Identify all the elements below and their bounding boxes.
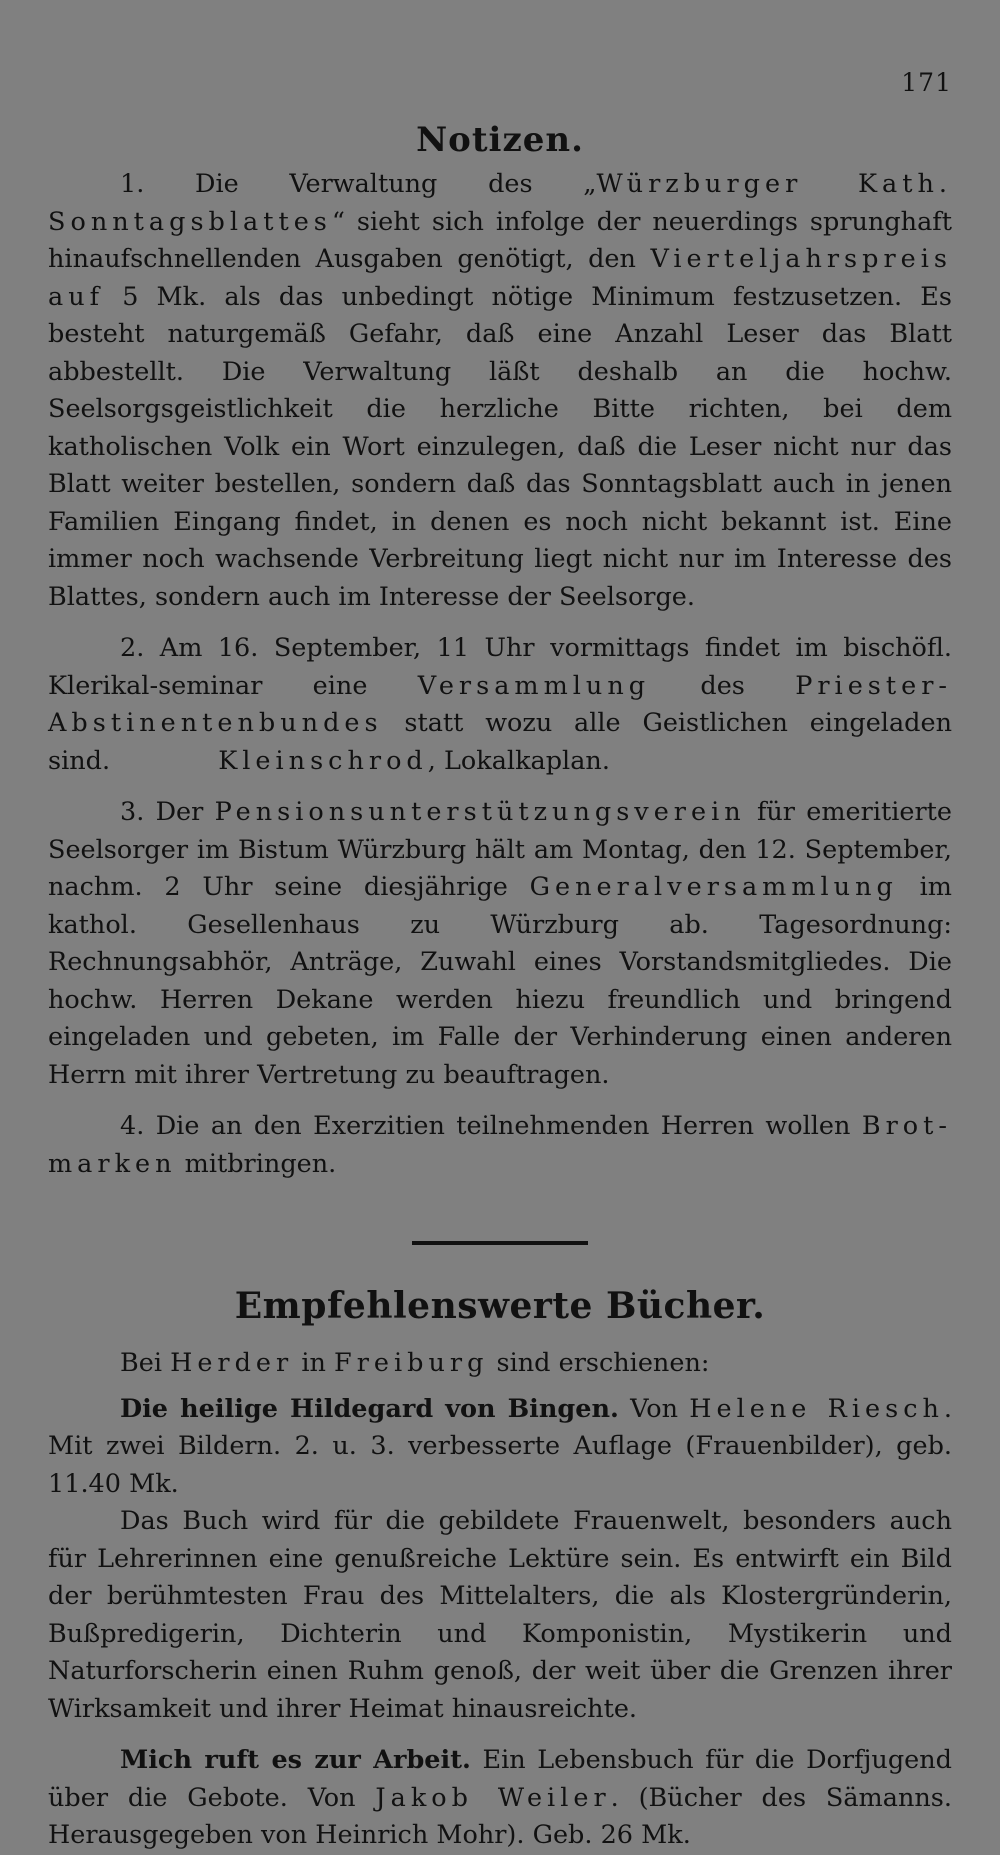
publisher-intro (48, 1345, 952, 1383)
intro-text: sind erschienen: (488, 1348, 710, 1378)
notice-3-verein-name: Pensionsunterstützungsverein (214, 797, 746, 827)
notice-3 (48, 794, 952, 1094)
book-1-text: Von (618, 1393, 690, 1424)
book-2-details: . (Bücher des Sämanns. Herausgegeben von Heinrich Mohr). Geb. 26 Mk. (48, 1782, 952, 1850)
notice-2-versammlung: Versammlung (417, 670, 651, 701)
notice-1-price-label: Vierteljahrspreis auf (48, 244, 952, 312)
book-1-title: Die heilige Hildegard von Bingen. (120, 1393, 619, 1424)
publisher-name: Herder (170, 1348, 294, 1378)
notice-1-paper-name: Würzburger Kath. Sonntagsblattes (48, 169, 952, 237)
notice-1-text: “ sieht sich infolge der neuerdings sprunghaft hinaufschnellenden Ausgaben genötigt, den (48, 206, 952, 274)
notizen-heading: Notizen. (416, 120, 584, 160)
book-1-author: Helene Riesch (689, 1393, 944, 1424)
notice-2-text: statt wozu alle Geistlichen eingeladen sind. (48, 708, 952, 776)
notice-3-generalversammlung: Generalversammlung (529, 872, 898, 902)
notice-3-text: im kathol. Gesellenhaus zu Würzburg ab. Tagesordnung: Rechnungsabhör, Anträge, Zuwahl eines Vorstandsmitgliedes. Die hochw. Herren Dekane werden hiezu freundlich und bringend eingeladen und gebeten, im Falle der Verhinderung einen anderen Herrn mit ihrer Vertretung zu beauftragen. (48, 872, 952, 1090)
book-2-author: Jakob Weiler (375, 1782, 611, 1813)
publisher-city: Freiburg (334, 1348, 489, 1378)
notice-2-signature-title: , Lokalkaplan. (427, 745, 610, 776)
page-number: 171 (901, 68, 952, 97)
buecher-heading: Empfehlenswerte Bücher. (234, 1285, 766, 1327)
book-2-text: Ein Lebensbuch für die Dorfjugend über die Gebote. Von (48, 1745, 952, 1813)
notice-2 (48, 630, 952, 780)
book-1-details: . Mit zwei Bildern. 2. u. 3. verbesserte Auflage (Frauenbilder), geb. 11.40 Mk. (48, 1393, 953, 1499)
section-divider (412, 1241, 588, 1245)
notice-4 (48, 1108, 952, 1183)
notice-2-signature: Kleinschrod (218, 745, 428, 776)
book-2-entry (48, 1742, 952, 1855)
intro-text: in (293, 1348, 335, 1378)
notice-4-text: 4. Die an den Exerzitien teilnehmenden Herren wollen (120, 1111, 862, 1141)
notice-1-text: 1. Die Verwaltung des „ (120, 169, 597, 199)
notice-4-brotmarken: Brot-marken (48, 1111, 952, 1179)
notice-1-text: 5 Mk. als das unbedingt nötige Minimum festzusetzen. Es besteht naturgemäß Gefahr, daß eine Anzahl Leser das Blatt abbestellt. Die Verwaltung läßt deshalb an die hochw. Seelsorgsgeistlichkeit die herzliche Bitte richten, bei dem katholischen Volk ein Wort einzulegen, daß die Leser nicht nur das Blatt weiter bestellen, sondern daß das Sonntagsblatt auch in jenen Familien Eingang findet, in denen es noch nicht bekannt ist. Eine immer noch wachsende Verbreitung liegt nicht nur im Interesse des Blattes, sondern auch im Interesse der Seelsorge. (48, 281, 952, 612)
notice-2-text: 2. Am 16. September, 11 Uhr vormittags findet im bischöfl. Klerikal-seminar eine (48, 633, 952, 701)
intro-text: Bei (120, 1348, 171, 1378)
notice-1 (48, 166, 952, 616)
book-1-description: Das Buch wird für die gebildete Frauenwelt, besonders auch für Lehrerinnen eine genußreiche Lektüre sein. Es entwirft ein Bild der berühmtesten Frau des Mittelalters, die als Klostergründerin, Bußpredigerin, Dichterin und Komponistin, Mystikerin und Naturforscherin einen Ruhm genoß, der weit über die Grenzen ihrer Wirksamkeit und ihrer Heimat hinausreichte. (48, 1506, 952, 1724)
notice-4-text: mitbringen. (176, 1148, 337, 1179)
book-1-entry (48, 1391, 952, 1504)
notice-3-text: für emeritierte Seelsorger im Bistum Würzburg hält am Montag, den 12. September, nachm. 2 Uhr seine diesjährige (48, 797, 952, 902)
notice-2-bund-name: Priester-Abstinentenbundes (48, 670, 953, 738)
notice-3-text: 3. Der (120, 797, 215, 827)
page (48, 60, 952, 1855)
notice-2-text: des (650, 670, 796, 701)
book-2-title: Mich ruft es zur Arbeit. (120, 1745, 471, 1775)
